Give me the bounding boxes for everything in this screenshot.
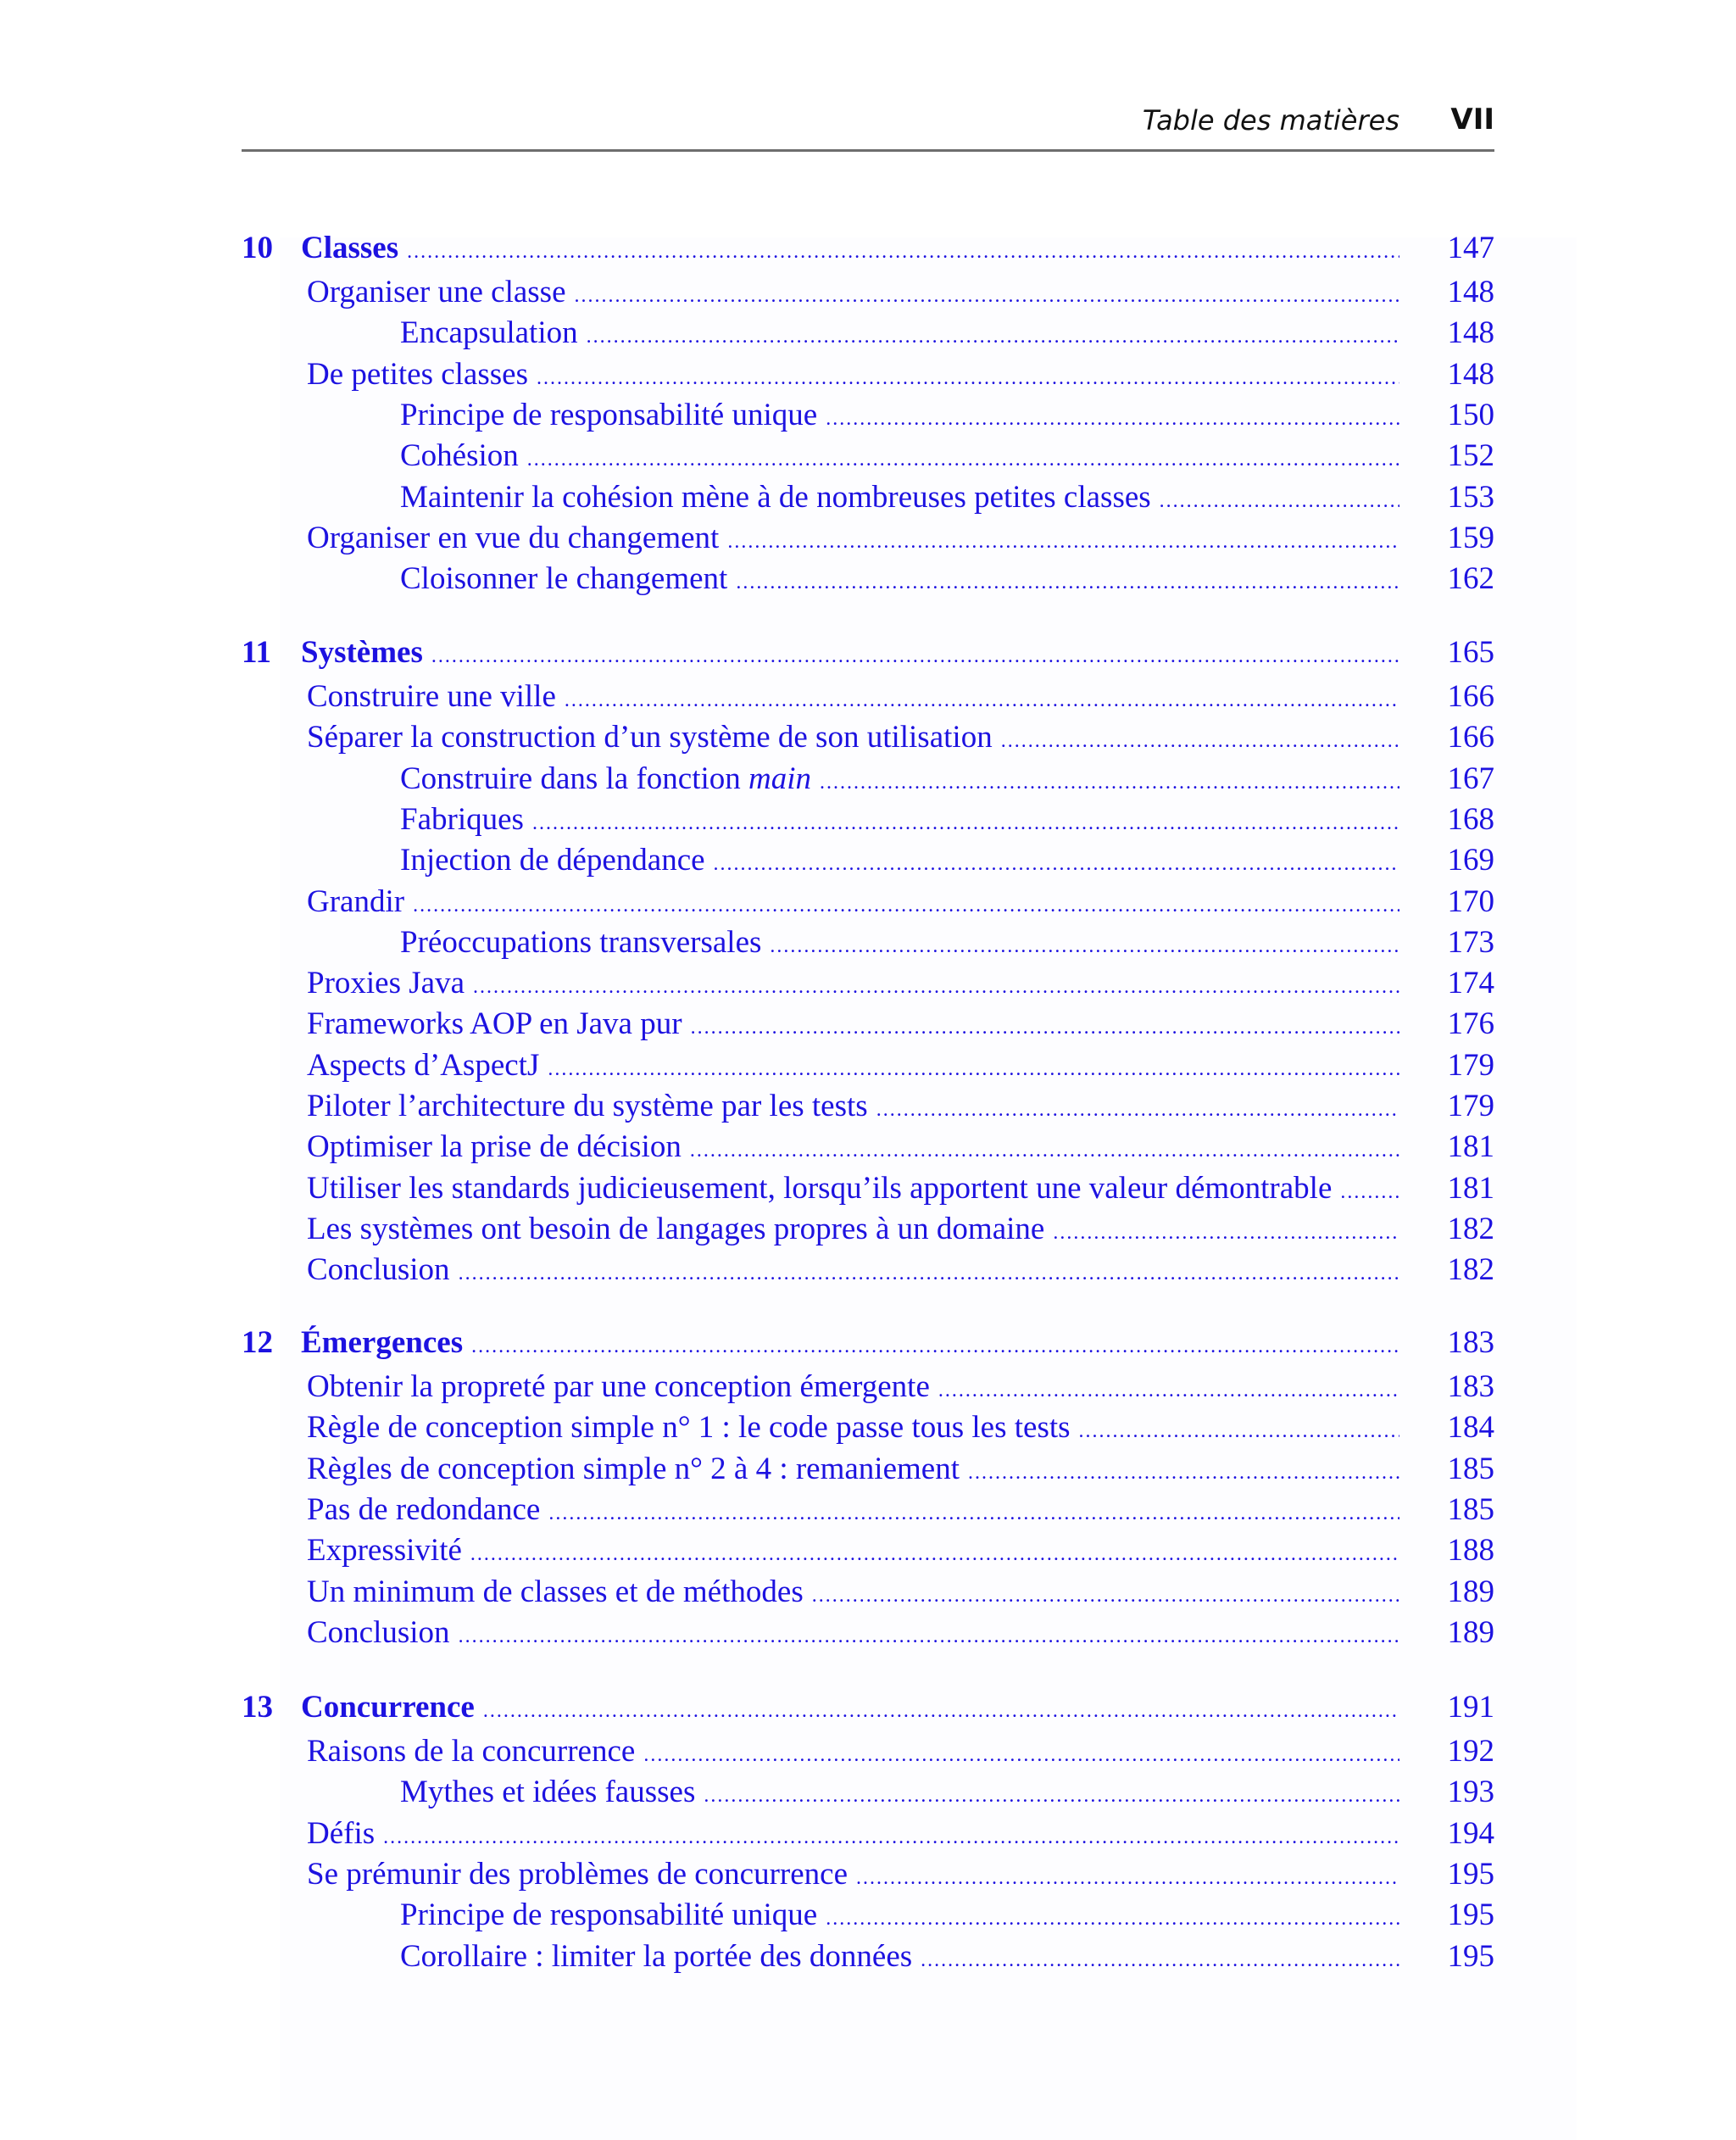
toc-entry[interactable]: [242, 1490, 1494, 1530]
toc-entry[interactable]: [242, 518, 1494, 559]
toc-entry[interactable]: [242, 1613, 1494, 1653]
section-title: Raisons de la concurrence: [307, 1734, 636, 1769]
section-title: Un minimum de classes et de méthodes: [307, 1574, 804, 1609]
page-header: [242, 100, 1494, 153]
toc-entry[interactable]: [242, 963, 1494, 1004]
dot-leader: [938, 1370, 1399, 1407]
entry-title-with-leader: [307, 1086, 1399, 1127]
entry-title-with-leader: [307, 1854, 1399, 1895]
dot-leader: [704, 1775, 1399, 1813]
page-ref: 148: [1447, 275, 1494, 309]
dot-leader: [736, 562, 1399, 599]
page-ref: 184: [1447, 1410, 1494, 1445]
toc-entry[interactable]: [242, 1168, 1494, 1209]
section-title: Principe de responsabilité unique: [400, 398, 818, 432]
page-ref: 167: [1447, 761, 1494, 796]
page-ref: 185: [1447, 1492, 1494, 1527]
section-title: Cloisonner le changement: [400, 561, 728, 596]
section-title: Construire dans la fonction main: [400, 761, 812, 796]
chapter-title: Systèmes: [301, 635, 423, 670]
dot-leader: [690, 1130, 1399, 1168]
section-title: Se prémunir des problèmes de concurrence: [307, 1857, 848, 1892]
section-title: Utiliser les standards judicieusement, lorsqu’ils apportent une valeur démontrable: [307, 1171, 1333, 1206]
page-ref: 147: [1447, 231, 1494, 265]
toc-entry[interactable]: [242, 922, 1494, 963]
page-ref: 179: [1447, 1089, 1494, 1123]
chapter-entry[interactable]: [242, 633, 1494, 673]
chapter-title: Concurrence: [301, 1690, 475, 1725]
toc-entry[interactable]: [242, 1814, 1494, 1854]
toc-entry[interactable]: [242, 395, 1494, 436]
page-ref: 166: [1447, 679, 1494, 714]
toc-entry[interactable]: [242, 1367, 1494, 1407]
section-title: Principe de responsabilité unique: [400, 1898, 818, 1932]
chapter-title: Classes: [301, 231, 399, 265]
toc-entry[interactable]: [242, 1854, 1494, 1895]
toc-entry[interactable]: [242, 477, 1494, 518]
section-title: Les systèmes ont besoin de langages propres à un domaine: [307, 1212, 1045, 1246]
page-ref: 181: [1447, 1171, 1494, 1206]
toc-entry[interactable]: [242, 1209, 1494, 1250]
dot-leader: [548, 1049, 1399, 1086]
page-ref: 174: [1447, 966, 1494, 1000]
dot-leader: [770, 926, 1399, 963]
toc-entry[interactable]: [242, 436, 1494, 476]
toc-entry[interactable]: [242, 1572, 1494, 1613]
page-ref: 168: [1447, 802, 1494, 837]
entry-title-with-leader: [307, 1530, 1399, 1571]
entry-title-with-leader: [301, 228, 1399, 269]
section-title: Encapsulation: [400, 315, 578, 350]
entry-title-with-leader: [307, 1613, 1399, 1653]
entry-title-with-leader: [400, 1895, 1399, 1936]
page-ref: 185: [1447, 1452, 1494, 1486]
toc-entry[interactable]: [242, 1407, 1494, 1448]
toc-entry[interactable]: [242, 1772, 1494, 1813]
chapter-number: 13: [242, 1690, 273, 1725]
entry-title-with-leader: [307, 1490, 1399, 1530]
dot-leader: [1053, 1212, 1399, 1250]
toc-entry[interactable]: [242, 1731, 1494, 1772]
entry-title-with-leader: [307, 518, 1399, 559]
chapter-number: 12: [242, 1325, 273, 1360]
dot-leader: [473, 967, 1399, 1004]
dot-leader: [565, 680, 1399, 717]
page-ref: 195: [1447, 1857, 1494, 1892]
toc-entry[interactable]: [242, 759, 1494, 800]
section-title: Règles de conception simple n° 2 à 4 : remaniement: [307, 1452, 960, 1486]
toc-entry[interactable]: [242, 1045, 1494, 1086]
section-title: Aspects d’AspectJ: [307, 1048, 540, 1083]
toc-entry[interactable]: [242, 717, 1494, 758]
entry-title-with-leader: [400, 313, 1399, 354]
page-ref: 188: [1447, 1533, 1494, 1568]
entry-title-with-leader: [400, 759, 1399, 800]
page-ref: 169: [1447, 843, 1494, 878]
page-ref: 148: [1447, 357, 1494, 392]
entry-title-with-leader: [301, 1323, 1399, 1363]
entry-title-with-leader: [307, 1127, 1399, 1168]
dot-leader: [532, 803, 1399, 840]
entry-title-with-leader: [400, 1937, 1399, 1977]
dot-leader: [1340, 1172, 1399, 1209]
chapter-entry[interactable]: [242, 1687, 1494, 1728]
toc-entry[interactable]: [242, 1004, 1494, 1045]
section-title: Règle de conception simple n° 1 : le code passe tous les tests: [307, 1410, 1071, 1445]
toc-entry[interactable]: [242, 354, 1494, 395]
page-ref: 148: [1447, 315, 1494, 350]
entry-title-with-leader: [400, 1772, 1399, 1813]
dot-leader: [431, 636, 1399, 673]
page-ref: 192: [1447, 1734, 1494, 1769]
dot-leader: [483, 1691, 1399, 1728]
entry-title-with-leader: [301, 633, 1399, 673]
entry-title-with-leader: [307, 717, 1399, 758]
toc-entry[interactable]: [242, 272, 1494, 313]
section-title: Défis: [307, 1816, 376, 1851]
entry-title-with-leader: [400, 800, 1399, 840]
toc-entry[interactable]: [242, 882, 1494, 922]
entry-title-with-leader: [400, 559, 1399, 599]
dot-leader: [575, 276, 1400, 313]
dot-leader: [643, 1735, 1399, 1772]
entry-title-with-leader: [307, 1572, 1399, 1613]
dot-leader: [1160, 481, 1399, 518]
entry-title-with-leader: [307, 963, 1399, 1004]
page-ref: 159: [1447, 521, 1494, 555]
dot-leader: [383, 1817, 1399, 1854]
section-title: Organiser en vue du changement: [307, 521, 720, 555]
dot-leader: [727, 521, 1399, 559]
page-ref: 181: [1447, 1129, 1494, 1164]
entry-title-with-leader: [307, 1168, 1399, 1209]
dot-leader: [413, 885, 1399, 922]
toc-entry[interactable]: [242, 840, 1494, 881]
section-title: Optimiser la prise de décision: [307, 1129, 682, 1164]
entry-title-with-leader: [307, 1250, 1399, 1290]
section-title: Grandir: [307, 884, 405, 919]
page-ref: 173: [1447, 925, 1494, 960]
page-ref: 189: [1447, 1574, 1494, 1609]
section-title: Expressivité: [307, 1533, 462, 1568]
entry-title-with-leader: [400, 436, 1399, 476]
entry-title-with-leader: [307, 1731, 1399, 1772]
page-ref: 182: [1447, 1252, 1494, 1287]
entry-title-with-leader: [400, 922, 1399, 963]
dot-leader: [812, 1575, 1399, 1613]
section-title: Conclusion: [307, 1252, 450, 1287]
entry-title-with-leader: [307, 1045, 1399, 1086]
dot-leader: [548, 1493, 1399, 1530]
dot-leader: [820, 762, 1399, 800]
entry-title-with-leader: [307, 1814, 1399, 1854]
dot-leader: [407, 231, 1399, 269]
section-title: Séparer la construction d’un système de son utilisation: [307, 720, 993, 755]
toc-entry[interactable]: [242, 1895, 1494, 1936]
section-title-italic: main: [748, 761, 812, 796]
dot-leader: [459, 1253, 1399, 1290]
page-ref: 195: [1447, 1898, 1494, 1932]
toc-entry[interactable]: [242, 1937, 1494, 1977]
page-ref: 152: [1447, 438, 1494, 473]
section-title: Construire une ville: [307, 679, 556, 714]
dot-leader: [471, 1326, 1399, 1363]
entry-title-with-leader: [307, 354, 1399, 395]
section-title: Fabriques: [400, 802, 524, 837]
chapter-entry[interactable]: [242, 228, 1494, 269]
page-ref: 170: [1447, 884, 1494, 919]
toc-entry[interactable]: [242, 559, 1494, 599]
dot-leader: [691, 1007, 1399, 1045]
entry-title-with-leader: [301, 1687, 1399, 1728]
page-ref: 182: [1447, 1212, 1494, 1246]
chapter-title: Émergences: [301, 1325, 464, 1360]
entry-title-with-leader: [307, 1004, 1399, 1045]
entry-title-with-leader: [400, 477, 1399, 518]
section-title: Cohésion: [400, 438, 519, 473]
dot-leader: [1001, 721, 1399, 758]
page-ref: 189: [1447, 1615, 1494, 1650]
section-title: Organiser une classe: [307, 275, 566, 309]
section-title: Mythes et idées fausses: [400, 1775, 696, 1809]
chapter-number: 11: [242, 635, 271, 670]
toc-entry[interactable]: [242, 1250, 1494, 1290]
header-rule: [242, 149, 1494, 152]
dot-leader: [714, 844, 1399, 881]
running-title: Table des matières: [1142, 104, 1399, 137]
page-ref: 183: [1447, 1369, 1494, 1404]
dot-leader: [587, 316, 1399, 354]
toc-entry[interactable]: [242, 1127, 1494, 1168]
dot-leader: [856, 1858, 1399, 1895]
entry-title-with-leader: [307, 1449, 1399, 1490]
page-ref: 183: [1447, 1325, 1494, 1360]
page-ref: 193: [1447, 1775, 1494, 1809]
section-title: Obtenir la propreté par une conception émergente: [307, 1369, 930, 1404]
dot-leader: [1079, 1411, 1399, 1448]
section-title: Frameworks AOP en Java pur: [307, 1006, 682, 1041]
toc-entry[interactable]: [242, 677, 1494, 717]
page-ref: 150: [1447, 398, 1494, 432]
section-title: Préoccupations transversales: [400, 925, 762, 960]
toc-entry[interactable]: [242, 1449, 1494, 1490]
page-ref: 191: [1447, 1690, 1494, 1725]
toc-entry[interactable]: [242, 1086, 1494, 1127]
entry-title-with-leader: [307, 1407, 1399, 1448]
section-title: Maintenir la cohésion mène à de nombreuses petites classes: [400, 480, 1151, 515]
dot-leader: [470, 1534, 1399, 1571]
dot-leader: [968, 1452, 1399, 1490]
toc-entry[interactable]: [242, 800, 1494, 840]
dot-leader: [459, 1616, 1399, 1653]
section-title: Proxies Java: [307, 966, 465, 1000]
entry-title-with-leader: [307, 1209, 1399, 1250]
chapter-number: 10: [242, 231, 273, 265]
dot-leader: [826, 398, 1399, 436]
page-ref: 195: [1447, 1939, 1494, 1974]
page-ref: 165: [1447, 635, 1494, 670]
chapter-entry[interactable]: [242, 1323, 1494, 1363]
toc-entry[interactable]: [242, 1530, 1494, 1571]
page-number: VII: [1450, 103, 1494, 137]
entry-title-with-leader: [307, 677, 1399, 717]
section-title: Injection de dépendance: [400, 843, 705, 878]
dot-leader: [527, 439, 1399, 476]
page-ref: 194: [1447, 1816, 1494, 1851]
dot-leader: [921, 1940, 1399, 1977]
section-title: Conclusion: [307, 1615, 450, 1650]
dot-leader: [537, 358, 1399, 395]
page-ref: 176: [1447, 1006, 1494, 1041]
entry-title-with-leader: [307, 1367, 1399, 1407]
page-ref: 179: [1447, 1048, 1494, 1083]
section-title: Piloter l’architecture du système par les tests: [307, 1089, 868, 1123]
dot-leader: [826, 1898, 1399, 1936]
entry-title-with-leader: [307, 272, 1399, 313]
entry-title-with-leader: [400, 395, 1399, 436]
page-ref: 162: [1447, 561, 1494, 596]
entry-title-with-leader: [307, 882, 1399, 922]
dot-leader: [876, 1090, 1399, 1127]
toc-entry[interactable]: [242, 313, 1494, 354]
section-title: Corollaire : limiter la portée des données: [400, 1939, 913, 1974]
entry-title-with-leader: [400, 840, 1399, 881]
section-title: Pas de redondance: [307, 1492, 541, 1527]
section-title: De petites classes: [307, 357, 528, 392]
page-ref: 166: [1447, 720, 1494, 755]
page-ref: 153: [1447, 480, 1494, 515]
